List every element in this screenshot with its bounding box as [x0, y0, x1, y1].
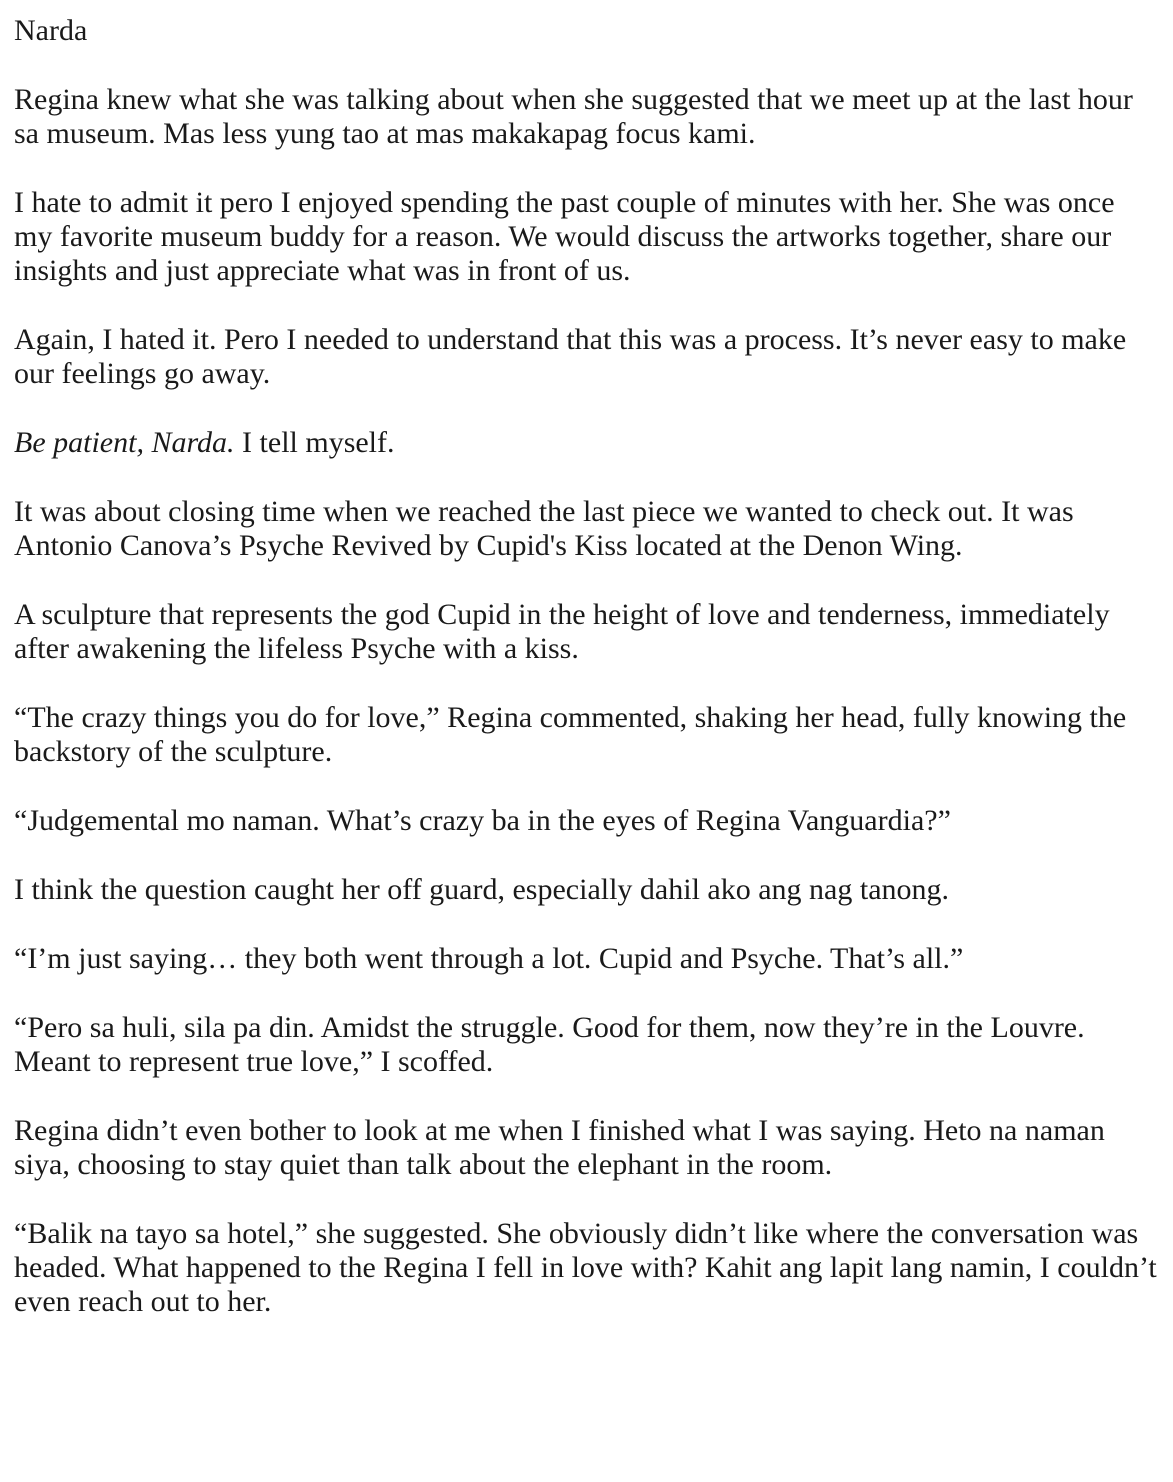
paragraph-4-italic: Be patient, Narda. [14, 426, 235, 459]
paragraph-6: A sculpture that represents the god Cupid in the height of love and tenderness, immediately after awakening the lifeless Psyche with a kiss. [14, 598, 1110, 665]
paragraph-9: I think the question caught her off guard, especially dahil ako ang nag tanong. [14, 873, 950, 906]
chapter-heading: Narda [14, 14, 88, 47]
paragraph-4 [14, 426, 1159, 460]
paragraph-5: It was about closing time when we reached the last piece we wanted to check out. It was Antonio Canova’s Psyche Revived by Cupid's Kiss located at the Denon Wing. [14, 495, 1074, 562]
paragraph-11: “Pero sa huli, sila pa din. Amidst the struggle. Good for them, now they’re in the Louvre. Meant to represent true love,” I scoffed. [14, 1011, 1085, 1078]
paragraph-12: Regina didn’t even bother to look at me when I finished what I was saying. Heto na naman siya, choosing to stay quiet than talk about the elephant in the room. [14, 1114, 1105, 1181]
paragraph-10: “I’m just saying… they both went through a lot. Cupid and Psyche. That’s all.” [14, 942, 964, 975]
paragraph-4-rest: I tell myself. [234, 426, 395, 459]
paragraph-2: I hate to admit it pero I enjoyed spending the past couple of minutes with her. She was once my favorite museum buddy for a reason. We would discuss the artworks together, share our insights and just appreciate what was in front of us. [14, 186, 1115, 287]
paragraph-13: “Balik na tayo sa hotel,” she suggested. She obviously didn’t like where the conversation was headed. What happened to the Regina I fell in love with? Kahit ang lapit lang namin, I couldn’t even reach out to her. [14, 1217, 1157, 1318]
paragraph-3: Again, I hated it. Pero I needed to understand that this was a process. It’s never easy to make our feelings go away. [14, 323, 1127, 390]
paragraph-7: “The crazy things you do for love,” Regina commented, shaking her head, fully knowing the backstory of the sculpture. [14, 701, 1127, 768]
paragraph-8: “Judgemental mo naman. What’s crazy ba in the eyes of Regina Vanguardia?” [14, 804, 951, 837]
paragraph-1: Regina knew what she was talking about when she suggested that we meet up at the last hour sa museum. Mas less yung tao at mas makakapag focus kami. [14, 83, 1133, 150]
